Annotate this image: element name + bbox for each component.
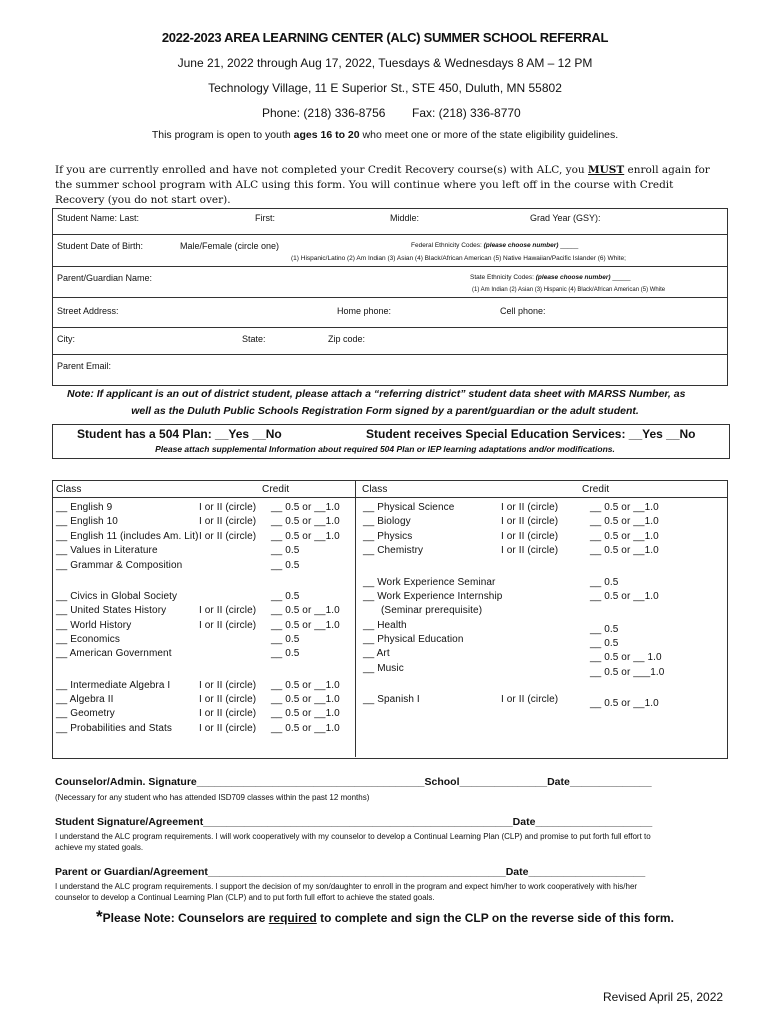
class-row-name[interactable]: __ Probabilities and Stats [56, 723, 173, 734]
out-of-district-note-line-1: Note: If applicant is an out of district student, please attach a “referring district” student data sheet with MARSS Number, as [67, 388, 686, 400]
class-row-credit[interactable]: __ 0.5 [271, 591, 300, 602]
class-row-name[interactable]: __ Physical Science [363, 502, 455, 513]
intro-line-2: the summer school program with ALC using this form. You will continue where you left off in the course with Credit [55, 179, 674, 191]
page-title: 2022-2023 AREA LEARNING CENTER (ALC) SUMMER SCHOOL REFERRAL [161, 30, 609, 45]
class-row-name[interactable]: __ Physical Education [363, 634, 464, 645]
parent-agreement-note-2: counselor to develop a Continual Learning Plan (CLP) and to put forth full effort to achieve the stated goals. [55, 893, 435, 902]
class-row-term[interactable]: I or II (circle) [199, 620, 257, 631]
fax-number: Fax: (218) 336-8770 [412, 106, 521, 120]
class-row-credit[interactable]: __ 0.5 or __1.0 [590, 516, 659, 527]
state-ethnicity-codes: (1) Am Indian (2) Asian (3) Hispanic (4) Black/African American (5) White [472, 287, 666, 293]
gender-field[interactable]: Male/Female (circle one) [180, 241, 280, 251]
student-agreement-note-1: I understand the ALC program requirements. I will work cooperatively with my counselor to develop a Continual Learning Plan (CLP) and promise to put forth full effort to [55, 832, 651, 841]
eligibility-text: This program is open to youth ages 16 to 20 who meet one or more of the state eligibility guidelines. [151, 129, 619, 141]
class-row-term[interactable]: I or II (circle) [501, 516, 559, 527]
class-row-term[interactable]: I or II (circle) [199, 680, 257, 691]
class-row-credit[interactable]: __ 0.5 or __1.0 [271, 502, 340, 513]
class-row-name[interactable]: __ Health [363, 620, 407, 631]
class-row-credit[interactable]: __ 0.5 [590, 624, 619, 635]
class-row-term[interactable]: I or II (circle) [199, 694, 257, 705]
class-row-name[interactable]: __ Physics [363, 531, 413, 542]
class-row-credit[interactable]: __ 0.5 or __1.0 [271, 680, 340, 691]
class-row-term[interactable]: I or II (circle) [501, 531, 559, 542]
student-first-name-field[interactable]: First: [255, 213, 275, 223]
parent-email-field[interactable]: Parent Email: [57, 361, 112, 371]
class-row-credit[interactable]: __ 0.5 or __1.0 [590, 502, 659, 513]
student-middle-name-field[interactable]: Middle: [390, 213, 420, 223]
class-row-term[interactable]: I or II (circle) [199, 605, 257, 616]
class-row-name[interactable]: __ Spanish I [363, 694, 420, 705]
class-row-name[interactable]: __ Work Experience Internship [363, 591, 503, 602]
home-phone-field[interactable]: Home phone: [337, 306, 392, 316]
revised-date: Revised April 25, 2022 [603, 990, 724, 1004]
class-row-name[interactable]: __ Economics [56, 634, 121, 645]
state-field[interactable]: State: [242, 334, 266, 344]
counselor-signature-line[interactable]: Counselor/Admin. Signature_______________________________________School_______________Date______________ [55, 776, 652, 788]
class-row-credit[interactable]: __ 0.5 or __1.0 [271, 531, 340, 542]
intro-line-1: If you are currently enrolled and have not completed your Credit Recovery course(s) with ALC, you MUST enroll again for [55, 164, 710, 176]
class-row-credit[interactable]: __ 0.5 or __1.0 [271, 516, 340, 527]
class-row-name[interactable]: __ English 11 (includes Am. Lit) [56, 531, 199, 542]
left-credit-header: Credit [262, 484, 290, 495]
city-field[interactable]: City: [57, 334, 75, 344]
student-last-name-field[interactable]: Student Name: Last: [57, 213, 140, 223]
class-row-credit[interactable]: __ 0.5 or __1.0 [271, 605, 340, 616]
class-row-term[interactable]: I or II (circle) [501, 545, 559, 556]
class-row-name[interactable]: __ Biology [363, 516, 411, 527]
class-row-name[interactable]: __ Work Experience Seminar [363, 577, 496, 588]
class-row-credit[interactable]: __ 0.5 or __1.0 [590, 531, 659, 542]
right-credit-header: Credit [582, 484, 610, 495]
parent-name-field[interactable]: Parent/Guardian Name: [57, 273, 153, 283]
parent-agreement-note-1: I understand the ALC program requirements. I support the decision of my son/daughter to enroll in the program and expect him/her to work cooperatively with his/her [55, 882, 638, 891]
class-row-name[interactable]: __ World History [56, 620, 132, 631]
class-row-name[interactable]: __ Values in Literature [56, 545, 158, 556]
class-row-name[interactable]: __ Grammar & Composition [56, 560, 183, 571]
date-of-birth-field[interactable]: Student Date of Birth: [57, 241, 144, 251]
zip-code-field[interactable]: Zip code: [328, 334, 366, 344]
class-row-credit[interactable]: __ 0.5 or __1.0 [271, 694, 340, 705]
class-row-name[interactable]: __ Intermediate Algebra I [56, 680, 171, 691]
class-row-name[interactable]: __ Civics in Global Society [56, 591, 178, 602]
class-row-credit[interactable]: __ 0.5 or __1.0 [271, 723, 340, 734]
counselor-signature-note: (Necessary for any student who has attended ISD709 classes within the past 12 months) [55, 793, 370, 802]
class-row-name[interactable]: (Seminar prerequisite) [381, 605, 483, 616]
class-row-term[interactable]: I or II (circle) [199, 516, 257, 527]
program-dates: June 21, 2022 through Aug 17, 2022, Tuesdays & Wednesdays 8 AM – 12 PM [177, 56, 593, 70]
class-row-credit[interactable]: __ 0.5 or __1.0 [271, 620, 340, 631]
street-address-field[interactable]: Street Address: [57, 306, 119, 316]
class-row-credit[interactable]: __ 0.5 or __1.0 [590, 591, 659, 602]
class-row-credit[interactable]: __ 0.5 [271, 560, 300, 571]
class-row-credit[interactable]: __ 0.5 or __1.0 [590, 698, 659, 709]
federal-ethnicity-field[interactable]: Federal Ethnicity Codes: (please choose number) _____ [411, 242, 579, 249]
class-row-credit[interactable]: __ 0.5 [590, 638, 619, 649]
right-class-header: Class [362, 484, 388, 495]
class-row-name[interactable]: __ Music [363, 663, 404, 674]
class-row-name[interactable]: __ Geometry [56, 708, 115, 719]
class-row-credit[interactable]: __ 0.5 or ___1.0 [590, 667, 665, 678]
class-row-credit[interactable]: __ 0.5 [271, 634, 300, 645]
class-row-term[interactable]: I or II (circle) [199, 502, 257, 513]
left-class-header: Class [56, 484, 82, 495]
student-signature-line[interactable]: Student Signature/Agreement_____________________________________________________Date____________________ [55, 816, 653, 828]
plan-504-field[interactable]: Student has a 504 Plan: __Yes __No [77, 427, 282, 441]
student-agreement-note-2: achieve my stated goals. [55, 843, 144, 852]
class-row-name[interactable]: __ Algebra II [56, 694, 114, 705]
state-ethnicity-field[interactable]: State Ethnicity Codes: (please choose number) _____ [470, 274, 631, 281]
class-row-credit[interactable]: __ 0.5 [271, 648, 300, 659]
class-row-credit[interactable]: __ 0.5 [590, 577, 619, 588]
class-row-name[interactable]: __ English 10 [56, 516, 118, 527]
federal-ethnicity-codes: (1) Hispanic/Latino (2) Am Indian (3) Asian (4) Black/African American (5) Native Hawaiian/Pacific Islander (6) White; [291, 255, 626, 262]
class-row-term[interactable]: I or II (circle) [199, 531, 257, 542]
program-location: Technology Village, 11 E Superior St., STE 450, Duluth, MN 55802 [208, 81, 562, 95]
class-row-term[interactable]: I or II (circle) [501, 694, 559, 705]
class-row-term[interactable]: I or II (circle) [501, 502, 559, 513]
class-row-name[interactable]: __ United States History [56, 605, 167, 616]
class-row-name[interactable]: __ Chemistry [363, 545, 424, 556]
clp-reminder: *Please Note: Counselors are required to complete and sign the CLP on the reverse side of this form. [96, 907, 674, 926]
class-row-name[interactable]: __ American Government [56, 648, 172, 659]
intro-line-3: Recovery (you do not start over). [55, 194, 231, 206]
special-education-field[interactable]: Student receives Special Education Services: __Yes __No [366, 427, 696, 441]
class-row-credit[interactable]: __ 0.5 or __1.0 [271, 708, 340, 719]
class-row-credit[interactable]: __ 0.5 or __1.0 [590, 545, 659, 556]
class-row-term[interactable]: I or II (circle) [199, 723, 257, 734]
parent-signature-line[interactable]: Parent or Guardian/Agreement___________________________________________________Date____________________ [55, 866, 646, 878]
class-row-credit[interactable]: __ 0.5 or __ 1.0 [590, 652, 662, 663]
class-row-term[interactable]: I or II (circle) [199, 708, 257, 719]
out-of-district-note-line-2: well as the Duluth Public Schools Registration Form signed by a parent/guardian or the adult student. [131, 405, 639, 417]
attach-info-note: Please attach supplemental Information about required 504 Plan or IEP learning adaptations and/or modifications. [155, 444, 615, 454]
class-row-name[interactable]: __ English 9 [56, 502, 113, 513]
class-row-name[interactable]: __ Art [363, 648, 390, 659]
grad-year-field[interactable]: Grad Year (GSY): [530, 213, 601, 223]
class-row-credit[interactable]: __ 0.5 [271, 545, 300, 556]
cell-phone-field[interactable]: Cell phone: [500, 306, 546, 316]
phone-number: Phone: (218) 336-8756 [262, 106, 386, 120]
